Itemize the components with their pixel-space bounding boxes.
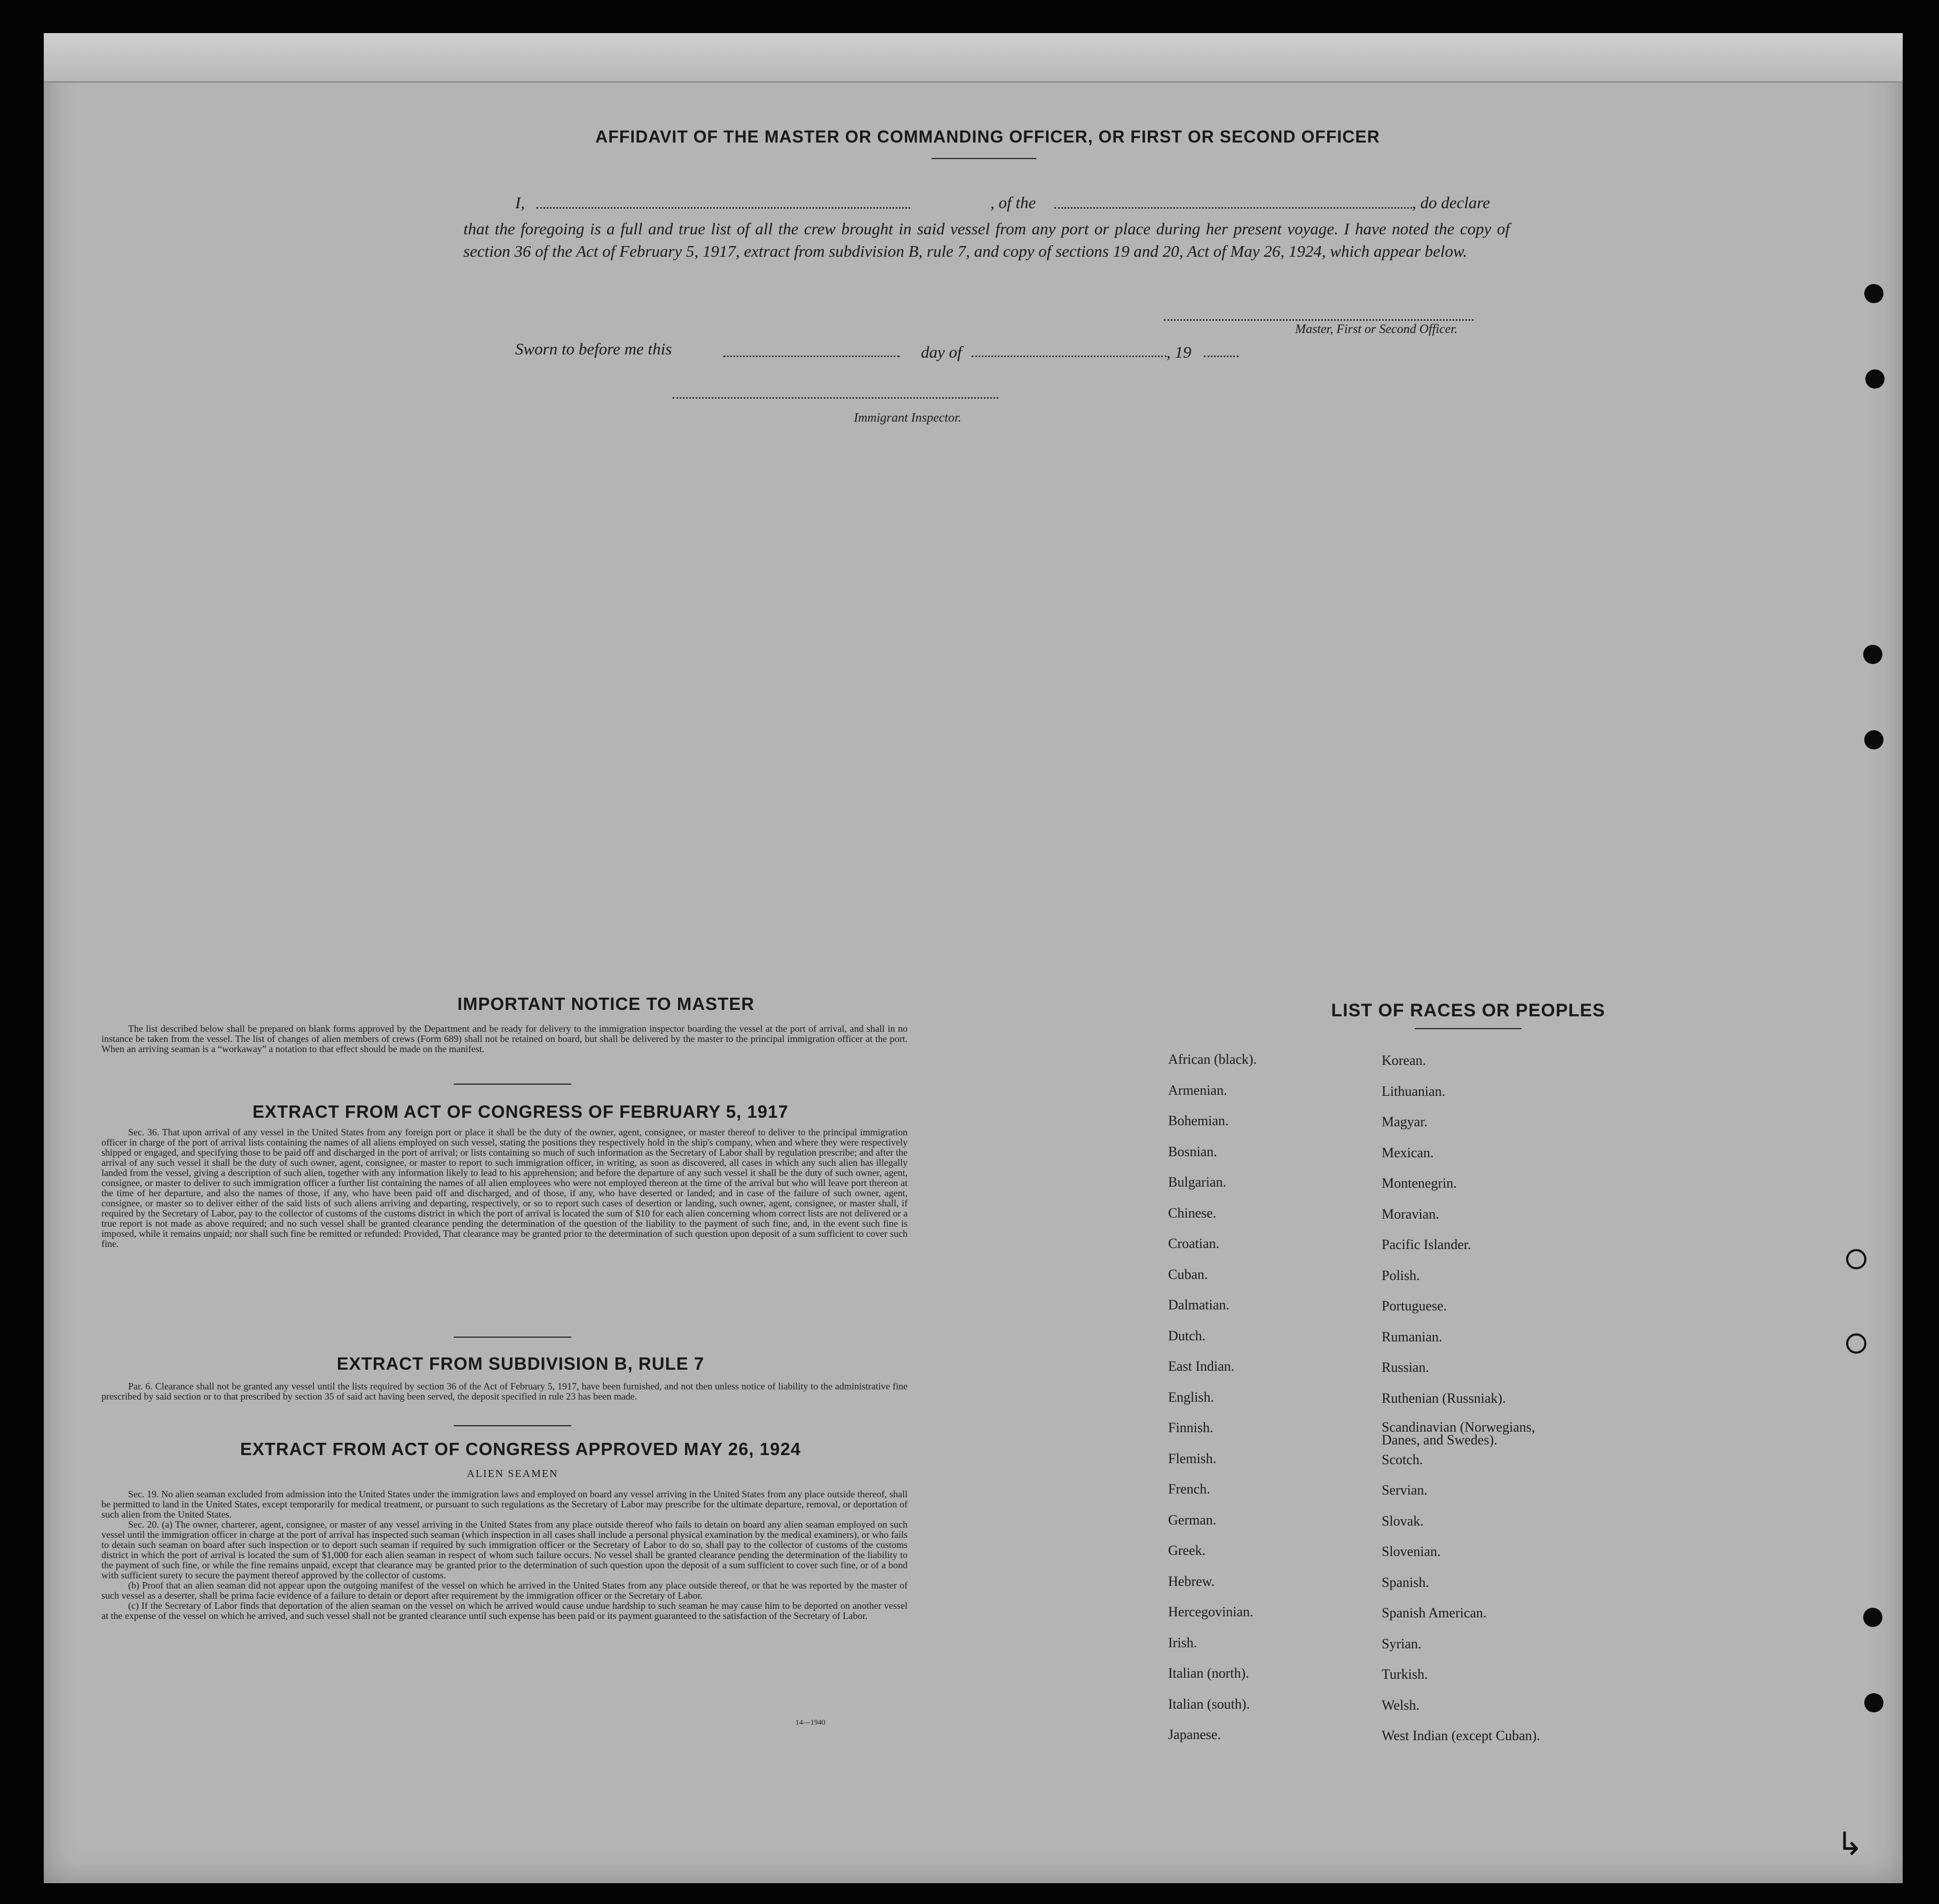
- binder-hole: [1864, 284, 1883, 303]
- race-item: West Indian (except Cuban).: [1382, 1728, 1540, 1743]
- alien-seamen-subtitle: ALIEN SEAMEN: [467, 1468, 558, 1480]
- binder-hole: [1863, 1608, 1882, 1627]
- vessel-blank[interactable]: [1054, 207, 1412, 209]
- extract-1924-body: [101, 1489, 908, 1621]
- declaration-text: that the foregoing is a full and true list of all the crew brought in said vessel from any port or place during her present voyage. I have noted the copy of section 36 of the Act of February 5, 1917, extract from subdivision B, rule 7, and copy of sections 19 and 20, Act of May 26, 1924, which appear below.: [463, 219, 1510, 260]
- race-item: Syrian.: [1382, 1636, 1422, 1652]
- race-item: Spanish American.: [1382, 1605, 1487, 1621]
- race-item: Hercegovinian.: [1168, 1604, 1254, 1619]
- divider: [454, 1425, 571, 1426]
- race-item: Italian (north).: [1168, 1665, 1249, 1681]
- day-of-label: day of: [921, 343, 962, 361]
- notice-title: IMPORTANT NOTICE TO MASTER: [457, 994, 755, 1014]
- race-item: African (black).: [1168, 1052, 1257, 1067]
- binder-hole: [1846, 1249, 1866, 1269]
- extract-1917-body: Sec. 36. That upon arrival of any vessel in the United States from any foreign port or place it shall be the duty of the owner, agent, consignee, or master thereof to deliver to the principal immigration officer in charge of the port of arrival lists containing the names of all aliens employed on such vessel, stating the positions they respectively hold in the ship's company, when and where they were respectively shipped or engaged, and specifying those to be paid off and discharged in the port of arrival; or lists containing so much of such information as the Secretary of Labor shall by regulation prescribe; and after the arrival of any such vessel it shall be the duty of such owner, agent, consignee, or master to report to such immigration officer, in writing, as soon as discovered, all cases in which any such alien has illegally landed from the vessel, giving a description of such alien, together with any information likely to lead to his apprehension; and before the departure of any such vessel it shall be the duty of such owner, agent, consignee, or master to deliver to such immigration officer a further list containing the names of all alien employees who were not employed thereon at the time of the arrival but who will leave port thereon at the time of her departure, and also the names of those, if any, who have been paid off and discharged, and of those, if any, who have deserted or landed; and in case of the failure of such owner, agent, consignee, or master so to deliver either of the said lists of such aliens arriving and departing, respectively, or so to report such cases of desertion or landing, such owner, agent, consignee, or master shall, if required by the Secretary of Labor, pay to the collector of customs of the customs district in which the port of arrival is located the sum of $10 for each alien concerning whom correct lists are not delivered or a true report is not made as above required; and no such vessel shall be granted clearance pending the determination of the question of the liability to the payment of such fine, and, in the event such fine is imposed, while it remains unpaid; nor shall such fine be remitted or refunded: Provided, That clearance may be granted prior to the determination of such question upon deposit of a sum sufficient to cover such fine.: [101, 1127, 908, 1249]
- sec-19-paragraph: Sec. 19. No alien seaman excluded from admission into the United States under the immigration laws and employed on board any vessel arriving in the United States from any place outside thereof, shall be permitted to land in the United States, except temporarily for medical treatment, or pursuant to such regulations as the Secretary of Labor may prescribe for the ultimate departure, removal, or deportation of such alien from the United States.: [101, 1489, 908, 1520]
- race-item: Korean.: [1382, 1053, 1426, 1068]
- binder-hole: [1846, 1333, 1866, 1354]
- year-blank[interactable]: [1204, 355, 1239, 357]
- sec-20c-paragraph: (c) If the Secretary of Labor finds that deportation of the alien seaman on the vessel on which he arrived would cause undue hardship to such seaman he may cause him to be deported on another vessel at the expense of the vessel on which he arrived, and such vessel shall not be granted clearance until such expense has been paid or its payment guaranteed to the satisfaction of the Secretary of Labor.: [101, 1600, 908, 1621]
- race-item: Welsh.: [1382, 1697, 1420, 1713]
- race-item: Finnish.: [1168, 1420, 1213, 1435]
- inspector-caption: Immigrant Inspector.: [854, 411, 961, 425]
- race-item: Dalmatian.: [1168, 1297, 1229, 1313]
- race-item: Scandinavian (Norwegians, Danes, and Swedes).: [1382, 1419, 1535, 1448]
- race-item: English.: [1168, 1389, 1214, 1405]
- race-item: Bohemian.: [1168, 1113, 1229, 1128]
- race-item: Cuban.: [1168, 1266, 1208, 1282]
- binder-hole: [1864, 730, 1883, 749]
- year-label: , 19: [1166, 343, 1192, 361]
- race-item: Moravian.: [1382, 1206, 1439, 1222]
- race-item: Ruthenian (Russniak).: [1382, 1390, 1506, 1406]
- extract-1917-title: EXTRACT FROM ACT OF CONGRESS OF FEBRUARY 5, 1917: [253, 1102, 789, 1121]
- signature-caption: Master, First or Second Officer.: [1295, 322, 1457, 336]
- race-item: Russian.: [1382, 1360, 1429, 1375]
- race-item: Japanese.: [1168, 1727, 1221, 1742]
- day-blank[interactable]: [723, 355, 900, 357]
- inspector-signature-blank[interactable]: [673, 397, 998, 399]
- race-item: Bosnian.: [1168, 1143, 1217, 1159]
- race-item: Hebrew.: [1168, 1573, 1215, 1589]
- race-item: Portuguese.: [1382, 1298, 1447, 1314]
- race-item: Pacific Islander.: [1382, 1237, 1471, 1252]
- notice-body: The list described below shall be prepared on blank forms approved by the Department and be ready for delivery to the immigration inspector boarding the vessel at the port of arrival, and shall in no instance be taken from the vessel. The list of changes of alien members of crews (Form 689) shall not be retained on board, but shall be delivered by the master to the principal immigration officer at the port. When an arriving seaman is a “workaway” a notation to that effect should be made on the manifest.: [101, 1023, 908, 1054]
- divider: [932, 158, 1036, 159]
- top-sheet-edge: [44, 33, 1903, 83]
- race-item: Slovenian.: [1382, 1544, 1441, 1559]
- do-declare-label: , do declare: [1412, 193, 1491, 212]
- extract-1924-title: EXTRACT FROM ACT OF CONGRESS APPROVED MAY 26, 1924: [240, 1439, 801, 1459]
- race-item: Croatian.: [1168, 1236, 1220, 1251]
- divider: [454, 1337, 571, 1338]
- race-item: Mexican.: [1382, 1144, 1434, 1160]
- race-item: Scotch.: [1382, 1451, 1423, 1467]
- extract-rule7-title: EXTRACT FROM SUBDIVISION B, RULE 7: [336, 1354, 705, 1373]
- race-item: Servian.: [1382, 1482, 1428, 1498]
- race-item: Montenegrin.: [1382, 1175, 1457, 1191]
- form-number: 14—1940: [795, 1719, 825, 1727]
- divider: [1415, 1028, 1522, 1029]
- race-item: East Indian.: [1168, 1358, 1235, 1374]
- extract-rule7-body: Par. 6. Clearance shall not be granted any vessel until the lists required by section 36 of the Act of February 5, 1917, have been furnished, and not then unless notice of liability to the administrative fine prescribed by said section or to that prescribed by section 35 of said act having been served, the deposit specified in rule 23 has been made.: [101, 1381, 908, 1402]
- race-item: Slovak.: [1382, 1513, 1424, 1529]
- race-item: Italian (south).: [1168, 1696, 1250, 1712]
- i-label: I,: [515, 193, 525, 212]
- race-item: Flemish.: [1168, 1450, 1217, 1466]
- affidavit-title: AFFIDAVIT OF THE MASTER OR COMMANDING OFFICER, OR FIRST OR SECOND OFFICER: [595, 127, 1380, 146]
- sec-20a-paragraph: Sec. 20. (a) The owner, charterer, agent, consignee, or master of any vessel arriving in the United States from any place outside thereof who fails to detain on board any alien seaman employed on such vessel until the immigration officer in charge at the port of arrival has inspected such seaman (which inspection in all cases shall include a personal physical examination by the medical examiners), or who fails to detain such seaman on board after such inspection or to deport such seaman if required by such immigration officer or the Secretary of Labor to do so, shall pay to the collector of customs of the customs district in which the port of arrival is located the sum of $1,000 for each alien seaman in respect of whom such failure occurs. No vessel shall be granted clearance pending the determination of the liability to the payment of such fine, or while the fine remains unpaid, except that clearance may be granted prior to the determination of such question upon the deposit of a sum sufficient to cover such fine, or of a bond with sufficient surety to secure the payment thereof approved by the collector of customs.: [101, 1519, 908, 1581]
- sworn-label: Sworn to before me this: [515, 339, 672, 358]
- binder-hole: [1863, 645, 1882, 664]
- race-item: Spanish.: [1382, 1574, 1429, 1590]
- name-blank[interactable]: [537, 207, 910, 209]
- month-blank[interactable]: [972, 355, 1166, 357]
- of-the-label: , of the: [990, 193, 1036, 212]
- race-item: Bulgarian.: [1168, 1174, 1227, 1190]
- corner-mark: ↳: [1836, 1827, 1864, 1862]
- sec-20b-paragraph: (b) Proof that an alien seaman did not appear upon the outgoing manifest of the vessel on which he arrived in the United States from any place outside thereof, or that he was reported by the master of such vessel as a deserter, shall be prima facie evidence of a failure to detain or deport after requirement by the immigration officer or the Secretary of Labor.: [101, 1580, 908, 1601]
- race-item: Magyar.: [1382, 1114, 1428, 1129]
- race-item: Turkish.: [1382, 1666, 1428, 1682]
- divider: [454, 1084, 571, 1085]
- race-item: Polish.: [1382, 1267, 1420, 1283]
- race-item: Irish.: [1168, 1634, 1197, 1650]
- race-item: Chinese.: [1168, 1205, 1217, 1221]
- signature-blank[interactable]: [1164, 319, 1473, 321]
- binder-hole: [1864, 1693, 1883, 1712]
- race-item: Greek.: [1168, 1543, 1206, 1558]
- races-title: LIST OF RACES OR PEOPLES: [1331, 1000, 1605, 1021]
- race-item: Rumanian.: [1382, 1329, 1443, 1345]
- race-item: Lithuanian.: [1382, 1083, 1446, 1099]
- race-item: German.: [1168, 1512, 1217, 1528]
- race-item: Dutch.: [1168, 1328, 1206, 1344]
- race-item: French.: [1168, 1481, 1210, 1497]
- binder-hole: [1865, 369, 1885, 389]
- race-item: Armenian.: [1168, 1082, 1227, 1098]
